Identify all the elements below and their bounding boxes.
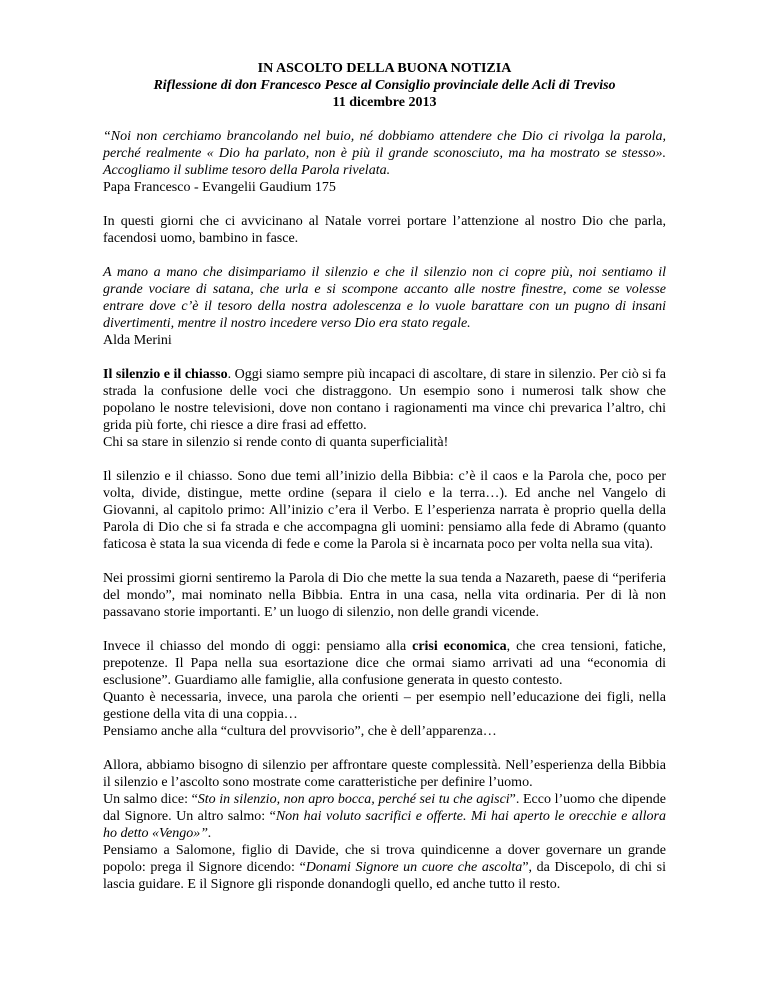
text-run: , che crea tensioni, fatiche, prepotenze. Il Papa nella sua esortazione dice che ormai siamo arrivati ad una “economia di esclusione”. Guardiamo alle famiglie, alla confusione generata in questo contesto.: [103, 639, 666, 688]
text-run: Invece il chiasso del mondo di oggi: pensiamo alla: [103, 639, 413, 654]
paragraph-line: Allora, abbiamo bisogno di silenzio per affrontare queste complessità. Nell’esperienza della Bibbia il silenzio e l’ascolto sono mostrate come caratteristiche per definire l’uomo.: [103, 758, 666, 790]
document-page: [103, 60, 666, 893]
section-paragraph: [103, 366, 666, 434]
intro-text: In questi giorni che ci avvicinano al Natale vorrei portare l’attenzione al nostro Dio che parla, facendosi uomo, bambino in fasce.: [103, 214, 666, 246]
text-run: Pensiamo a Salomone, figlio di Davide, che si trova quindicenne a dover governare un grande popolo: prega il Signore dicendo: “: [103, 843, 666, 875]
document-subtitle: Riflessione di don Francesco Pesce al Consiglio provinciale delle Acli di Treviso: [153, 78, 616, 93]
section-text: . Oggi siamo sempre più incapaci di ascoltare, di stare in silenzio. Per ciò si fa strada la confusione delle voci che distraggono. Un esempio sono i numerosi talk show che popolano le nostre televisioni, dove non contano i ragionamenti ma vince chi prevarica l’altro, chi grida più forte, chi riesce a dire frasi ad effetto.: [103, 367, 667, 433]
bold-term: crisi economica: [412, 639, 507, 654]
paragraph-nazareth: [103, 570, 666, 621]
section-line: Chi sa stare in silenzio si rende conto di quanta superficialità!: [103, 435, 449, 450]
quote-text: “Noi non cerchiamo brancolando nel buio, né dobbiamo attendere che Dio ci rivolga la parola, perché realmente « Dio ha parlato, non è più il grande sconosciuto, ma ha mostrato se stesso». Accogliamo il sublime tesoro della Parola rivelata.: [103, 129, 666, 178]
paragraph-salomone: [103, 842, 666, 893]
paragraph-silenzio-ascolto: [103, 757, 666, 893]
section-silenzio-chiasso: [103, 366, 666, 451]
quote-alda-merini: [103, 264, 666, 349]
quote-text: A mano a mano che disimpariamo il silenzio e che il silenzio non ci copre più, noi sentiamo il grande vociare di satana, che urla e si scompone accanto alle nostre finestre, come se volesse entrare dove c’è il tesoro della nostra adolescenza e lo vuole barattare con un pugno di insani divertimenti, mentre il nostro incedere verso Dio era stato regale.: [103, 265, 666, 331]
paragraph-text: Nei prossimi giorni sentiremo la Parola di Dio che mette la sua tenda a Nazareth, paese di “periferia del mondo”, mai nominato nella Bibbia. Entra in una casa, nella vita ordinaria. Per di là non passavano storie importanti. E’ un luogo di silenzio, non delle grandi vicende.: [103, 571, 666, 620]
text-run: ”, da Discepolo, di chi si lascia guidare. E il Signore gli risponde donandogli quello, ed anche tutto il resto.: [103, 860, 666, 892]
text-run: Un salmo dice: “: [103, 792, 198, 807]
document-header: [103, 60, 666, 111]
paragraph-bibbia: [103, 468, 666, 553]
paragraph-salmi: [103, 791, 666, 842]
document-title: IN ASCOLTO DELLA BUONA NOTIZIA: [257, 61, 512, 76]
quote-evangelii-gaudium: [103, 128, 666, 196]
quote-source: Papa Francesco - Evangelii Gaudium 175: [103, 180, 336, 195]
paragraph-text: Il silenzio e il chiasso. Sono due temi all’inizio della Bibbia: c’è il caos e la Parola che, poco per volta, divide, distingue, mette ordine (separa il cielo e la terra…). Ed anche nel Vangelo di Giovanni, al capitolo primo: All’inizio c’era il Verbo. E l’esperienza narrata è proprio quella della Parola di Dio che si fa strada e che accompagna gli uomini: pensiamo alla fede di Abramo (quanto faticosa è stata la sua vicenda di fede e come la Parola si è incarnata poco per volta nella sua vita).: [103, 469, 666, 552]
quote-source: Alda Merini: [103, 333, 172, 348]
italic-run: Non hai voluto sacrifici e offerte. Mi hai aperto le orecchie e allora ho detto «Vengo»”.: [103, 809, 667, 841]
paragraph-text: [103, 638, 666, 689]
italic-run: Donami Signore un cuore che ascolta: [305, 860, 523, 875]
document-date: 11 dicembre 2013: [332, 95, 437, 110]
paragraph-crisi: [103, 638, 666, 740]
section-heading: Il silenzio e il chiasso: [103, 367, 228, 382]
intro-paragraph: [103, 213, 666, 247]
italic-run: Sto in silenzio, non apro bocca, perché sei tu che agisci: [197, 792, 510, 807]
paragraph-line: Quanto è necessaria, invece, una parola che orienti – per esempio nell’educazione dei figli, nella gestione della vita di una coppia…: [103, 690, 666, 722]
paragraph-line: Pensiamo anche alla “cultura del provvisorio”, che è dell’apparenza…: [103, 724, 497, 739]
text-run: ”. Ecco l’uomo che dipende dal Signore. Un altro salmo: “: [103, 792, 666, 824]
